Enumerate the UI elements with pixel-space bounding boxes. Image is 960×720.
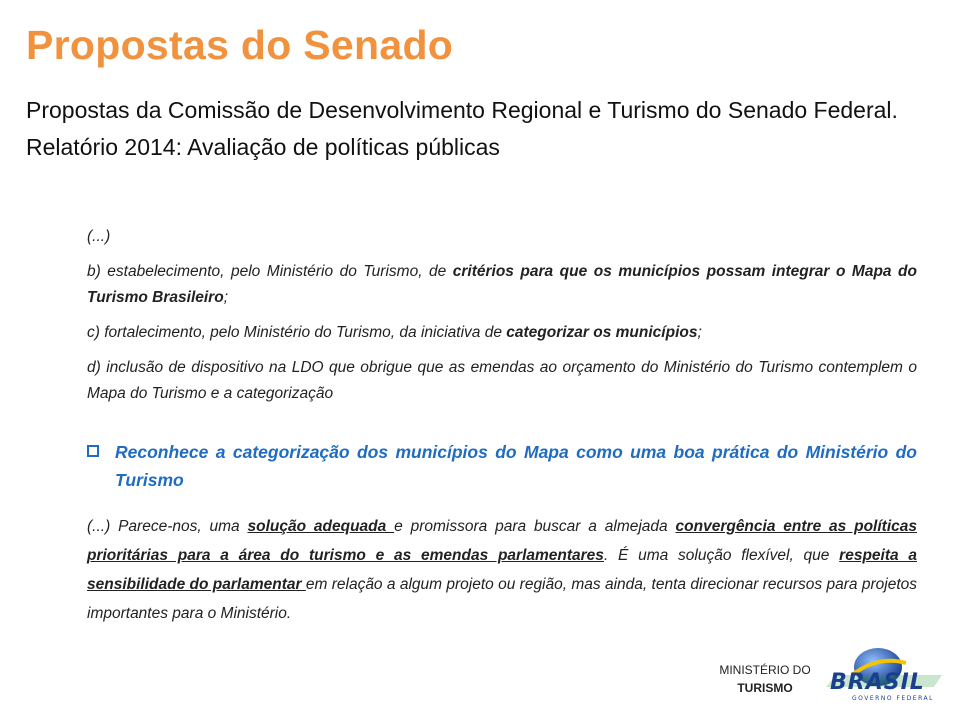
quote-block bbox=[87, 224, 917, 416]
brasil-logo bbox=[822, 645, 952, 705]
checkbox-bullet-icon bbox=[87, 445, 99, 457]
conclusion-part-2: e promissora para buscar a almejada bbox=[394, 518, 676, 535]
conclusion-part-3: . É uma solução flexível, que bbox=[603, 547, 840, 564]
quote-item-d: d) inclusão de dispositivo na LDO que obrigue que as emendas ao orçamento do Ministério do Turismo contemplem o Mapa do Turismo e a categorização bbox=[87, 359, 917, 402]
highlight-bullet bbox=[87, 438, 917, 494]
conclusion-part-4: em relação a algum projeto ou região, mas ainda, tenta direcionar recursos para projetos importantes para o Ministério. bbox=[87, 576, 917, 622]
quote-item-b bbox=[87, 259, 917, 311]
quote-c-bold: categorizar os municípios bbox=[506, 324, 698, 341]
quote-ellipsis: (...) bbox=[87, 228, 111, 245]
quote-c-end: ; bbox=[697, 324, 702, 341]
logo-subtitle: GOVERNO FEDERAL bbox=[852, 695, 934, 702]
intro-line-2: Relatório 2014: Avaliação de políticas públicas bbox=[26, 134, 500, 160]
slide-title: Propostas do Senado bbox=[26, 22, 454, 68]
underline-1-text: solução adequada bbox=[247, 518, 395, 535]
conclusion-part-1: (...) Parece-nos, uma bbox=[87, 518, 248, 535]
intro-block bbox=[26, 92, 926, 166]
quote-b-text: b) estabelecimento, pelo Ministério do Turismo, de bbox=[87, 263, 453, 280]
ministry-label bbox=[705, 661, 825, 697]
underline-2-text: convergência entre as políticas prioritárias para a área do turismo e as emendas parlamentares bbox=[87, 518, 917, 564]
bullet-text: Reconhece a categorização dos municípios do Mapa como uma boa prática do Ministério do Turismo bbox=[115, 442, 917, 490]
quote-b-end: ; bbox=[223, 289, 228, 306]
underline-solucao-adequada bbox=[248, 518, 395, 535]
quote-b-bold: critérios para que os municípios possam integrar o Mapa do Turismo Brasileiro bbox=[87, 263, 917, 306]
underline-3-text: respeita a sensibilidade do parlamentar bbox=[87, 547, 918, 593]
conclusion-paragraph bbox=[87, 512, 917, 628]
quote-c-text: c) fortalecimento, pelo Ministério do Turismo, da iniciativa de bbox=[87, 324, 507, 341]
intro-line-1: Propostas da Comissão de Desenvolvimento Regional e Turismo do Senado Federal. bbox=[26, 97, 898, 123]
quote-item-c bbox=[87, 320, 917, 346]
logo-word: BRASIL bbox=[830, 670, 925, 695]
ministry-line-2: TURISMO bbox=[737, 681, 793, 695]
ministry-line-1: MINISTÉRIO DO bbox=[719, 663, 811, 677]
